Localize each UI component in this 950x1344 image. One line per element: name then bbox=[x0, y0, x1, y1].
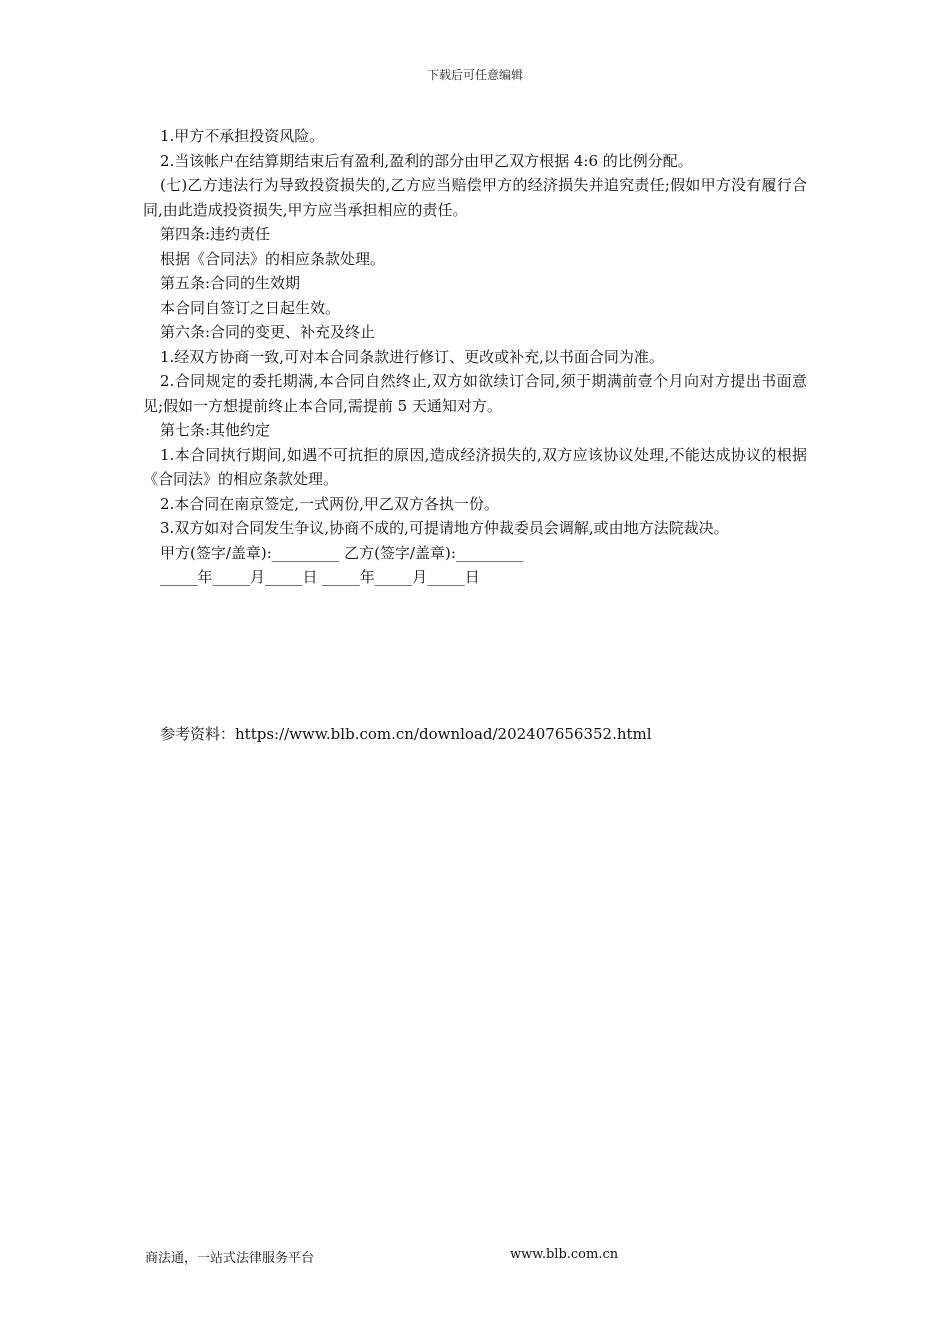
paragraph-amendment: 1.经双方协商一致,可对本合同条款进行修订、更改或补充,以书面合同为准。 bbox=[160, 347, 664, 366]
reference-link[interactable]: 参考资料：https://www.blb.com.cn/download/202407656352.html bbox=[160, 725, 652, 743]
paragraph-clause-seven: (七)乙方违法行为导致投资损失的,乙方应当赔偿甲方的经济损失并追究责任;假如甲方没有履行合同,由此造成投资损失,甲方应当承担相应的责任。 bbox=[143, 176, 807, 219]
footer-website[interactable]: www.blb.com.cn bbox=[510, 1247, 619, 1262]
paragraph-breach-handling: 根据《合同法》的相应条款处理。 bbox=[160, 249, 386, 268]
section-heading-article-four: 第四条:违约责任 bbox=[160, 225, 271, 243]
footer-brand: 商法通，一站式法律服务平台 bbox=[145, 1251, 315, 1266]
paragraph-effective-date: 本合同自签订之日起生效。 bbox=[160, 298, 341, 317]
paragraph-termination: 2.合同规定的委托期满,本合同自然终止,双方如欲续订合同,须于期满前壹个月向对方提出书面意见;假如一方想提前终止本合同,需提前 5 天通知对方。 bbox=[143, 372, 807, 415]
paragraph-profit-split: 2.当该帐户在结算期结束后有盈利,盈利的部分由甲乙双方根据 4:6 的比例分配。 bbox=[160, 151, 693, 170]
section-heading-article-seven: 第七条:其他约定 bbox=[160, 421, 271, 439]
paragraph-investment-risk: 1.甲方不承担投资风险。 bbox=[160, 127, 325, 145]
date-line: _____年_____月_____日 _____年_____月_____日 bbox=[160, 568, 480, 586]
signature-line: 甲方(签字/盖章):_________ 乙方(签字/盖章):_________ bbox=[160, 543, 524, 562]
paragraph-copies: 2.本合同在南京签定,一式两份,甲乙双方各执一份。 bbox=[160, 494, 499, 513]
section-heading-article-five: 第五条:合同的生效期 bbox=[160, 274, 301, 292]
paragraph-dispute: 3.双方如对合同发生争议,协商不成的,可提请地方仲裁委员会调解,或由地方法院裁决。 bbox=[160, 519, 729, 537]
page-header: 下载后可任意编辑 bbox=[426, 68, 523, 82]
paragraph-force-majeure: 1.本合同执行期间,如遇不可抗拒的原因,造成经济损失的,双方应该协议处理,不能达成协议的根据《合同法》的相应条款处理。 bbox=[143, 445, 807, 488]
document-body bbox=[143, 124, 807, 590]
section-heading-article-six: 第六条:合同的变更、补充及终止 bbox=[160, 323, 376, 341]
